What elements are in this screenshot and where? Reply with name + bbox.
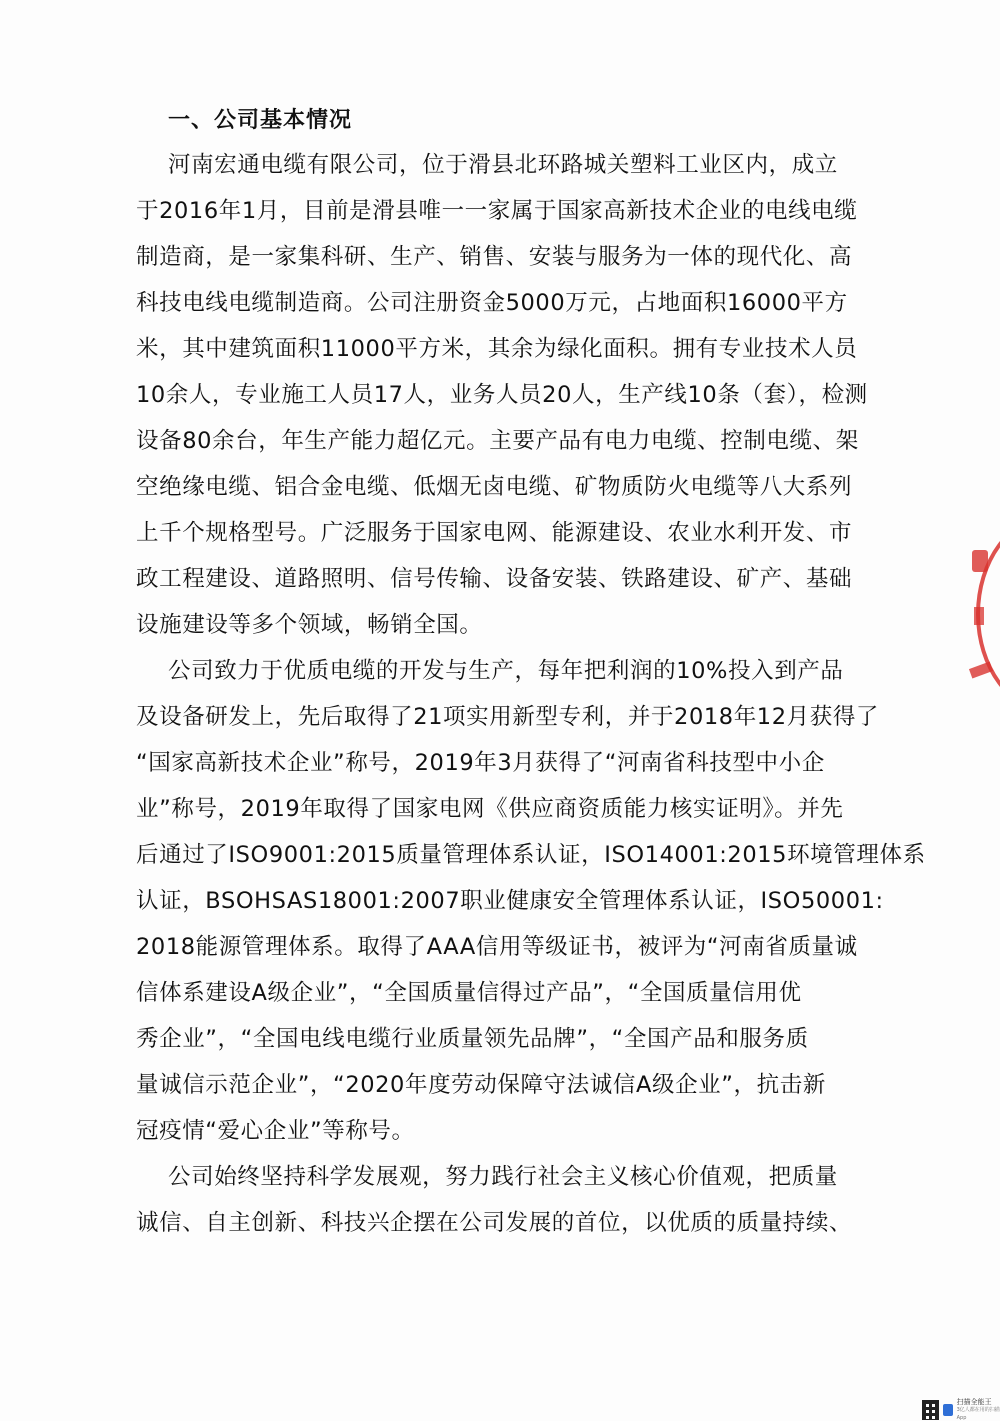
qr-code-icon — [922, 1400, 939, 1420]
text-line: 量诚信示范企业”，“2020年度劳动保障守法诚信A级企业”，抗击新 — [136, 1072, 826, 1098]
text-line: 公司始终坚持科学发展观，努力践行社会主义核心价值观，把质量 — [168, 1164, 838, 1190]
text-line: 及设备研发上，先后取得了21项实用新型专利，并于2018年12月获得了 — [136, 704, 880, 730]
text-line: 信体系建设A级企业”，“全国质量信得过产品”，“全国质量信用优 — [136, 980, 802, 1006]
text-line: 2018能源管理体系。取得了AAA信用等级证书，被评为“河南省质量诚 — [136, 934, 858, 960]
text-line: 后通过了ISO9001:2015质量管理体系认证，ISO14001:2015环境管理体系 — [136, 842, 926, 868]
text-line: 上千个规格型号。广泛服务于国家电网、能源建设、农业水利开发、市 — [136, 520, 853, 546]
seal-mark — [974, 607, 984, 625]
section-heading: 一、公司基本情况 — [168, 108, 353, 133]
text-line: 认证，BSOHSAS18001:2007职业健康安全管理体系认证，ISO50001: — [136, 888, 884, 914]
text-line: 制造商，是一家集科研、生产、销售、安装与服务为一体的现代化、高 — [136, 244, 853, 270]
text-line: 业”称号，2019年取得了国家电网《供应商资质能力核实证明》。并先 — [136, 796, 844, 822]
text-line: 公司致力于优质电缆的开发与生产，每年把利润的10%投入到产品 — [168, 658, 844, 684]
app-logo-icon — [943, 1404, 953, 1416]
text-line: 空绝缘电缆、铝合金电缆、低烟无卤电缆、矿物质防火电缆等八大系列 — [136, 474, 853, 500]
text-line: 设施建设等多个领域，畅销全国。 — [136, 612, 483, 638]
text-line: “国家高新技术企业”称号，2019年3月获得了“河南省科技型中小企 — [136, 750, 825, 776]
text-line: 设备80余台，年生产能力超亿元。主要产品有电力电缆、控制电缆、架 — [136, 428, 859, 454]
app-badge-text — [957, 1398, 1000, 1422]
scanner-app-badge — [922, 1398, 1000, 1422]
text-line: 政工程建设、道路照明、信号传输、设备安装、铁路建设、矿产、基础 — [136, 566, 853, 592]
seal-mark — [969, 662, 993, 679]
text-line: 于2016年1月，目前是滑县唯一一家属于国家高新技术企业的电线电缆 — [136, 198, 858, 224]
text-line: 10余人，专业施工人员17人，业务人员20人，生产线10条（套），检测 — [136, 382, 868, 408]
text-line: 米，其中建筑面积11000平方米，其余为绿化面积。拥有专业技术人员 — [136, 336, 858, 362]
red-seal-stamp — [968, 515, 1000, 705]
text-line: 冠疫情“爱心企业”等称号。 — [136, 1118, 415, 1144]
app-name: 扫描全能王 — [956, 1398, 992, 1406]
text-line: 河南宏通电缆有限公司，位于滑县北环路城关塑料工业区内，成立 — [168, 152, 838, 178]
app-subtitle: 3亿人都在用的扫描App — [956, 1407, 1000, 1421]
seal-mark — [972, 550, 988, 572]
text-line: 科技电线电缆制造商。公司注册资金5000万元，占地面积16000平方 — [136, 290, 848, 316]
text-line: 诚信、自主创新、科技兴企摆在公司发展的首位，以优质的质量持续、 — [136, 1210, 853, 1236]
text-line: 秀企业”，“全国电线电缆行业质量领先品牌”，“全国产品和服务质 — [136, 1026, 809, 1052]
